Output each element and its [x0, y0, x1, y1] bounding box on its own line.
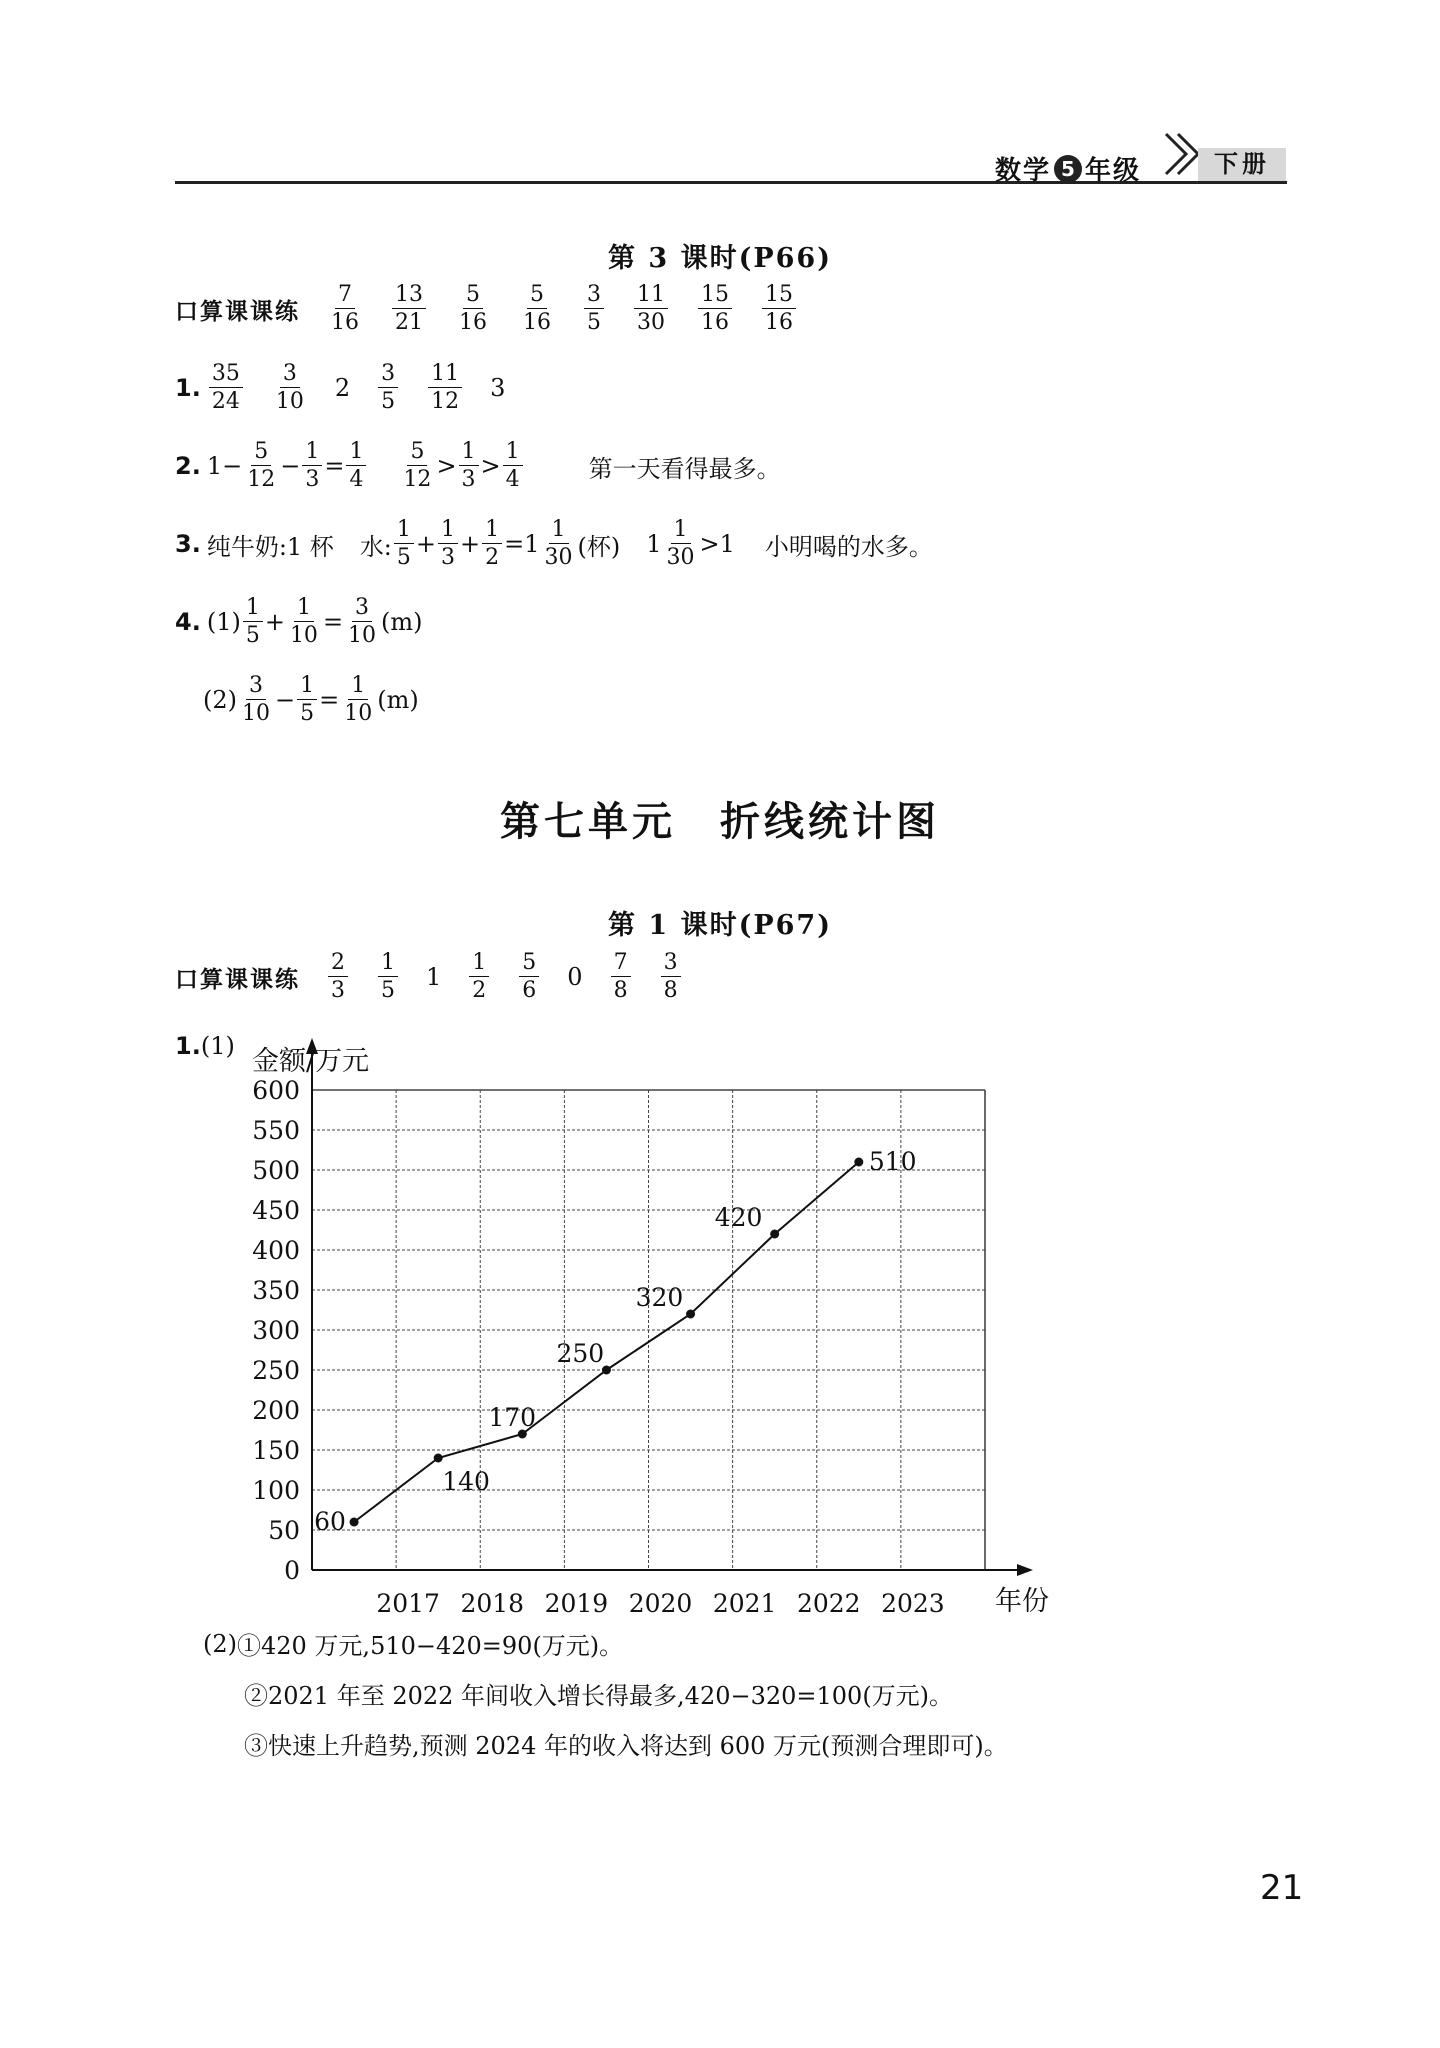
- fraction: $\frac{1}{3}$: [438, 519, 458, 569]
- fraction: $\frac{3}{8}$: [661, 952, 681, 1002]
- fraction: $\frac{13}{21}$: [392, 284, 426, 334]
- y-tick-label: 300: [252, 1316, 300, 1345]
- plus-sign: +: [264, 608, 285, 636]
- lesson1-oral-row: [175, 952, 683, 1002]
- unit-text: (m): [377, 686, 419, 714]
- data-point: [686, 1310, 695, 1319]
- unit-text: (m): [381, 608, 423, 636]
- x-tick-label: 2019: [544, 1589, 609, 1618]
- part-label: (2): [203, 1629, 237, 1658]
- lesson3-oral-row: [175, 284, 798, 334]
- header-subject: 数学: [995, 156, 1052, 186]
- minus-sign: −: [275, 686, 296, 714]
- equals-sign: =: [319, 686, 340, 714]
- unit-text: (杯): [577, 532, 621, 561]
- data-label: 510: [868, 1147, 917, 1176]
- fraction: $\frac{1}{5}$: [378, 952, 398, 1002]
- fraction: $\frac{3}{5}$: [378, 363, 398, 413]
- series-line: [354, 1162, 859, 1522]
- page-number: 21: [1260, 1868, 1304, 1908]
- minus-sign: −: [222, 452, 243, 480]
- data-label: 420: [714, 1203, 763, 1232]
- number: 1: [206, 452, 223, 480]
- answer-1: ①420 万元,510−420=90(万元)。: [237, 1632, 624, 1660]
- fraction: $\frac{1}{30}$: [544, 517, 573, 570]
- q4b-row: [203, 675, 419, 725]
- number: 2: [334, 374, 351, 402]
- fraction: $\frac{1}{3}$: [459, 441, 479, 491]
- equals-sign: =: [324, 452, 345, 480]
- number: 0: [567, 963, 583, 991]
- fraction: $\frac{5}{12}$: [403, 439, 432, 492]
- fraction: $\frac{1}{3}$: [302, 441, 322, 491]
- x-tick-label: 2023: [881, 1589, 945, 1618]
- q3-water: 水:: [359, 532, 392, 561]
- plus-sign: +: [415, 530, 437, 558]
- number: 1: [646, 530, 662, 558]
- number: 1: [524, 530, 540, 558]
- q4a-row: [175, 597, 423, 647]
- fraction: $\frac{2}{3}$: [328, 952, 348, 1002]
- data-point: [350, 1518, 359, 1527]
- q1-row: [175, 363, 505, 413]
- number: 3: [490, 374, 506, 402]
- y-tick-label: 50: [268, 1516, 300, 1545]
- header-title: [995, 150, 1141, 187]
- fraction: $\frac{1}{5}$: [394, 519, 414, 569]
- answer-row: [244, 1676, 953, 1711]
- fraction: $\frac{35}{24}$: [209, 363, 243, 413]
- y-tick-label: 500: [252, 1156, 300, 1185]
- x-tick-label: 2018: [460, 1589, 525, 1618]
- number: 1: [426, 963, 442, 991]
- q1-label: 1.: [175, 374, 201, 402]
- header-grade-number: 5: [1054, 155, 1082, 183]
- q4-label: 4.: [175, 608, 201, 636]
- lesson1-title: 第 1 课时(P67): [607, 910, 832, 941]
- fraction: $\frac{7}{16}$: [331, 282, 359, 335]
- fraction: $\frac{1}{2}$: [469, 952, 489, 1002]
- y-tick-label: 350: [252, 1276, 300, 1305]
- data-label: 170: [488, 1403, 537, 1432]
- double-chevron-icon: [1162, 128, 1202, 178]
- oral-answers: [326, 284, 798, 334]
- y-tick-label: 600: [252, 1076, 300, 1105]
- fraction: $\frac{11}{30}$: [634, 284, 668, 334]
- fraction: $\frac{5}{12}$: [247, 439, 276, 492]
- part-label: (1): [200, 1032, 235, 1060]
- q2-conclusion: 第一天看得最多。: [588, 454, 781, 483]
- fraction: $\frac{1}{2}$: [482, 519, 502, 569]
- line-chart: [240, 1030, 1049, 1630]
- fraction: $\frac{3}{5}$: [584, 284, 604, 334]
- x-tick-label: 2022: [796, 1589, 861, 1618]
- fraction: $\frac{1}{5}$: [297, 675, 317, 725]
- answer-row: [203, 1626, 623, 1661]
- y-tick-label: 250: [252, 1356, 300, 1385]
- fraction: $\frac{11}{12}$: [428, 363, 462, 413]
- data-point: [854, 1158, 863, 1167]
- x-tick-label: 2020: [628, 1589, 693, 1618]
- data-point: [770, 1230, 779, 1239]
- fraction: $\frac{5}{16}$: [523, 282, 551, 335]
- minus-sign: −: [280, 452, 301, 480]
- x-axis-arrow: [1017, 1564, 1033, 1576]
- answer-row: [244, 1726, 1008, 1761]
- lesson3-title: 第 3 课时(P66): [607, 243, 832, 274]
- equals-sign: =: [322, 608, 344, 636]
- fraction: $\frac{1}{10}$: [344, 673, 373, 726]
- answer-3: ③快速上升趋势,预测 2024 年的收入将达到 600 万元(预测合理即可)。: [244, 1732, 1008, 1760]
- fraction: $\frac{1}{4}$: [346, 441, 366, 491]
- fraction: $\frac{1}{10}$: [289, 595, 318, 648]
- fraction: $\frac{15}{16}$: [698, 284, 732, 334]
- y-tick-label: 550: [252, 1116, 300, 1145]
- part-label: (2): [203, 686, 237, 714]
- q1-label: 1.: [175, 1032, 201, 1060]
- y-tick-label: 0: [284, 1556, 300, 1585]
- q3-conclusion: 小明喝的水多。: [764, 532, 933, 561]
- data-label: 140: [442, 1467, 490, 1496]
- answer-2: ②2021 年至 2022 年间收入增长得最多,420−320=100(万元)。: [244, 1682, 954, 1710]
- x-axis-title: 年份: [995, 1586, 1049, 1617]
- fraction: $\frac{5}{16}$: [459, 282, 487, 335]
- header-volume-tab: 下册: [1198, 148, 1286, 181]
- x-tick-label: 2017: [376, 1589, 440, 1618]
- greater-sign: >: [436, 452, 457, 480]
- q3-label: 3.: [175, 530, 201, 558]
- fraction: $\frac{1}{5}$: [243, 597, 263, 647]
- fraction: $\frac{7}{8}$: [611, 952, 631, 1002]
- plus-sign: +: [460, 530, 481, 558]
- number: 1: [719, 530, 735, 558]
- oral-label: 口算课课练: [175, 966, 300, 993]
- greater-sign: >: [699, 530, 720, 558]
- greater-sign: >: [480, 452, 501, 480]
- fraction: $\frac{3}{10}$: [348, 595, 377, 648]
- y-axis-title: 金额/万元: [252, 1046, 370, 1077]
- x-tick-label: 2021: [712, 1589, 777, 1618]
- q3-row: [175, 519, 933, 569]
- data-label: 250: [556, 1339, 605, 1368]
- data-point: [434, 1454, 443, 1463]
- y-tick-label: 100: [252, 1476, 300, 1505]
- y-tick-label: 200: [252, 1396, 300, 1425]
- oral-answers: [326, 952, 683, 1002]
- fraction: $\frac{3}{10}$: [275, 361, 304, 414]
- fraction: $\frac{5}{6}$: [519, 952, 539, 1002]
- y-tick-label: 400: [252, 1236, 300, 1265]
- part-label: (1): [206, 608, 241, 636]
- q2-label: 2.: [175, 452, 201, 480]
- data-label: 320: [635, 1283, 684, 1312]
- header-grade: 年级: [1085, 156, 1142, 186]
- fraction: $\frac{3}{10}$: [242, 673, 270, 726]
- oral-label: 口算课课练: [175, 298, 300, 325]
- fraction: $\frac{15}{16}$: [762, 284, 796, 334]
- y-tick-label: 150: [252, 1436, 300, 1465]
- y-tick-label: 450: [252, 1196, 300, 1225]
- fraction: $\frac{1}{30}$: [666, 517, 695, 570]
- chart-question-label: [175, 1032, 235, 1060]
- q2-row: [175, 441, 781, 491]
- q3-milk: 纯牛奶:1 杯: [206, 532, 334, 561]
- unit-title: 第七单元 折线统计图: [500, 799, 940, 845]
- data-label: 60: [314, 1507, 346, 1536]
- fraction: $\frac{1}{4}$: [503, 441, 523, 491]
- equals-sign: =: [504, 530, 525, 558]
